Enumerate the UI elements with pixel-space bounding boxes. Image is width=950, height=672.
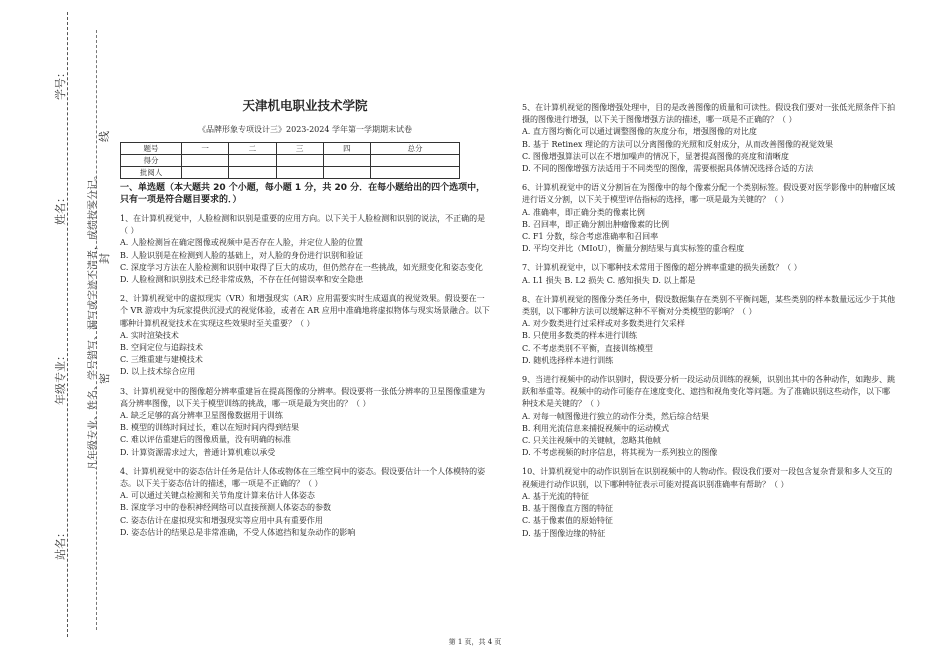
cell-tihao: 题号	[121, 143, 182, 155]
question-option[interactable]: A. 对每一帧图像进行独立的动作分类，然后综合结果	[522, 411, 709, 421]
question-option[interactable]: A. 人脸检测旨在确定图像或视频中是否存在人脸，并定位人脸的位置	[120, 238, 363, 248]
question	[522, 262, 897, 286]
question-option[interactable]: B. 模型的训练时间过长，难以在短时间内得到结果	[120, 423, 299, 433]
question-option[interactable]: C. 难以评估重建后的图像质量，没有明确的标准	[120, 435, 291, 445]
question-option[interactable]: B. 只使用多数类的样本进行训练	[522, 331, 637, 341]
question-option[interactable]: A. L1 损失 B. L2 损失 C. 感知损失 D. 以上都是	[522, 275, 696, 285]
question	[120, 386, 490, 459]
question-option[interactable]: A. 对少数类进行过采样或对多数类进行欠采样	[522, 319, 685, 329]
question-option[interactable]: A. 直方图均衡化可以通过调整图像的灰度分布，增强图像的对比度	[522, 127, 757, 137]
cell-zongfen: 总分	[371, 143, 460, 155]
cell-si: 四	[323, 143, 370, 155]
question-option[interactable]: D. 随机选择样本进行训练	[522, 355, 614, 365]
zhanming-label: 站名：	[54, 527, 67, 560]
question	[522, 294, 897, 367]
question-stem: 7、计算机视觉中，以下哪种技术常用于图像的超分辨率重建的损失函数？（ ）	[522, 263, 802, 273]
question-option[interactable]: C. 只关注视频中的关键帧，忽略其他帧	[522, 436, 661, 446]
cell-yi: 一	[182, 143, 229, 155]
page-footer: 第 1 页，共 4 页	[448, 638, 502, 646]
section-heading: 一、单选题（本大题共 20 个小题，每小题 1 分，共 20 分．在每小题给出的四个选项中，只有一项是符合题目要求的．）	[120, 183, 486, 205]
question	[522, 102, 897, 175]
question	[120, 213, 490, 286]
question-option[interactable]: C. 深度学习方法在人脸检测和识别中取得了巨大的成功，但仍然存在一些挑战，如光照变化和姿态变化	[120, 262, 483, 272]
question-option[interactable]: A. 实时渲染技术	[120, 330, 179, 340]
question-option[interactable]: C. 三维重建与建模技术	[120, 355, 203, 365]
question-option[interactable]: B. 基于图像直方图的特征	[522, 504, 613, 514]
question-option[interactable]: B. 人脸识别是在检测到人脸的基础上，对人脸的身份进行识别和验证	[120, 250, 363, 260]
question-stem: 8、在计算机视觉的图像分类任务中，假设数据集存在类别不平衡问题，某些类别的样本数量远远少于其他类别，以下哪种方法可以缓解这种不平衡对分类模型的影响？（ ）	[522, 294, 896, 317]
binding-note: 凡年级专业、姓名、学号错写、漏写或字迹不清者，成绩按零分记。	[88, 170, 99, 470]
xuehao-label: 学号：	[54, 67, 67, 100]
seal-feng: 封	[98, 253, 111, 264]
question-option[interactable]: D. 计算资源需求过大，普通计算机难以承受	[120, 447, 276, 457]
question-option[interactable]: D. 不考虑视频的时序信息，将其视为一系列独立的图像	[522, 448, 718, 458]
question-option[interactable]: D. 平均交并比（MIoU），衡量分割结果与真实标签的重合程度	[522, 244, 745, 254]
school-title: 天津机电职业技术学院	[242, 98, 368, 113]
question-option[interactable]: A. 准确率，即正确分类的像素比例	[522, 207, 645, 217]
question	[120, 466, 490, 539]
nianji-label: 年级专业：	[54, 350, 67, 405]
question-stem: 4、计算机视觉中的姿态估计任务是估计人体或物体在三维空间中的姿态。假设要估计一个人体模特的姿态。以下关于姿态估计的描述，哪一项是不正确的？（ ）	[120, 466, 486, 489]
seal-mi: 密	[98, 373, 111, 384]
question-stem: 3、计算机视觉中的图像超分辨率重建旨在提高图像的分辨率。假设要将一张低分辨率的卫星图像重建为高分辨率图像，以下关于模型训练的挑战，哪一项是最为突出的？（ ）	[120, 386, 486, 408]
question-stem: 1、在计算机视觉中，人脸检测和识别是重要的应用方向。以下关于人脸检测和识别的说法，不正确的是（ ）	[120, 214, 486, 236]
question-option[interactable]: C. 姿态估计在虚拟现实和增强现实等应用中具有重要作用	[120, 515, 323, 525]
question-option[interactable]: B. 深度学习中的卷积神经网络可以直接预测人体姿态的参数	[120, 503, 331, 513]
question-stem: 2、计算机视觉中的虚拟现实（VR）和增强现实（AR）应用需要实时生成逼真的视觉效果。假设要在一个 VR 游戏中为玩家提供沉浸式的视觉体验，或者在 AR 应用中准确地将虚拟物体与现实场景融合。以下哪种计算机视觉技术在实现这些效果时至关重要？（ ）	[120, 294, 490, 328]
left-column	[120, 182, 490, 539]
question-option[interactable]: B. 召回率，即正确分割出肿瘤像素的比例	[522, 219, 669, 229]
question-option[interactable]: C. 不考虑类别不平衡，直接训练模型	[522, 343, 653, 353]
score-defen-row	[121, 155, 460, 167]
cell-defen: 得分	[121, 155, 182, 167]
right-column	[522, 95, 897, 540]
question-stem: 10、计算机视觉中的动作识别旨在识别视频中的人物动作。假设我们要对一段包含复杂背景和多人交互的视频进行动作识别，以下哪种特征表示可能对提高识别准确率有帮助？（ ）	[522, 467, 893, 489]
question-option[interactable]: C. F1 分数，综合考虑准确率和召回率	[522, 232, 659, 242]
seal-xian: 线	[98, 131, 111, 142]
question-stem: 9、当进行视频中的动作识别时，假设要分析一段运动员训练的视频，识别出其中的各种动作，如跑步、跳跃和举重等。视频中的动作可能存在速度变化、遮挡和视角变化等问题。为了准确识别这些动作，以下哪种技术是关键的？（ ）	[522, 375, 896, 409]
question-option[interactable]: B. 利用光流信息来捕捉视频中的运动模式	[522, 423, 669, 433]
question-stem: 6、计算机视觉中的语义分割旨在为图像中的每个像素分配一个类别标签。假设要对医学影像中的肿瘤区域进行语义分割，以下关于模型评估指标的选择，哪一项是最为关键的？（ ）	[522, 183, 896, 205]
question-option[interactable]: D. 人脸检测和识别技术已经非常成熟，不存在任何错误率和安全隐患	[120, 275, 364, 285]
score-piyue-row	[121, 167, 460, 179]
question-option[interactable]: B. 空间定位与追踪技术	[120, 343, 203, 353]
question	[522, 374, 897, 459]
question-option[interactable]: A. 缺乏足够的高分辨率卫星图像数据用于训练	[120, 411, 283, 421]
question-option[interactable]: D. 姿态估计的结果总是非常准确，不受人体遮挡和复杂动作的影响	[120, 527, 356, 537]
question	[522, 466, 897, 539]
question-option[interactable]: A. 可以通过关键点检测和关节角度计算来估计人体姿态	[120, 491, 315, 501]
question	[120, 293, 490, 378]
cell-san: 三	[276, 143, 323, 155]
question-option[interactable]: B. 基于 Retinex 理论的方法可以分离图像的光照和反射成分，从而改善图像的视觉效果	[522, 139, 833, 149]
question-option[interactable]: D. 以上技术综合应用	[120, 367, 196, 377]
question-option[interactable]: D. 基于图像边缘的特征	[522, 528, 606, 538]
question-option[interactable]: D. 不同的图像增强方法适用于不同类型的图像，需要根据具体情况选择合适的方法	[522, 164, 814, 174]
question-option[interactable]: A. 基于光流的特征	[522, 491, 589, 501]
cell-er: 二	[229, 143, 276, 155]
exam-title: 《品牌形象专项设计三》2023-2024 学年第一学期期末试卷	[198, 125, 412, 134]
question-stem: 5、在计算机视觉的图像增强处理中，目的是改善图像的质量和可读性。假设我们要对一张低光照条件下拍摄的图像进行增强，以下关于图像增强方法的描述，哪一项是不正确的？（ ）	[522, 103, 896, 125]
score-header-row	[121, 143, 460, 155]
score-table	[120, 142, 460, 179]
cell-piyueren: 批阅人	[121, 167, 182, 179]
xingming-label: 姓名：	[54, 192, 67, 225]
question	[522, 182, 897, 255]
question-option[interactable]: C. 基于像素值的原始特征	[522, 516, 613, 526]
question-option[interactable]: C. 图像增强算法可以在不增加噪声的情况下，显著提高图像的亮度和清晰度	[522, 151, 789, 161]
